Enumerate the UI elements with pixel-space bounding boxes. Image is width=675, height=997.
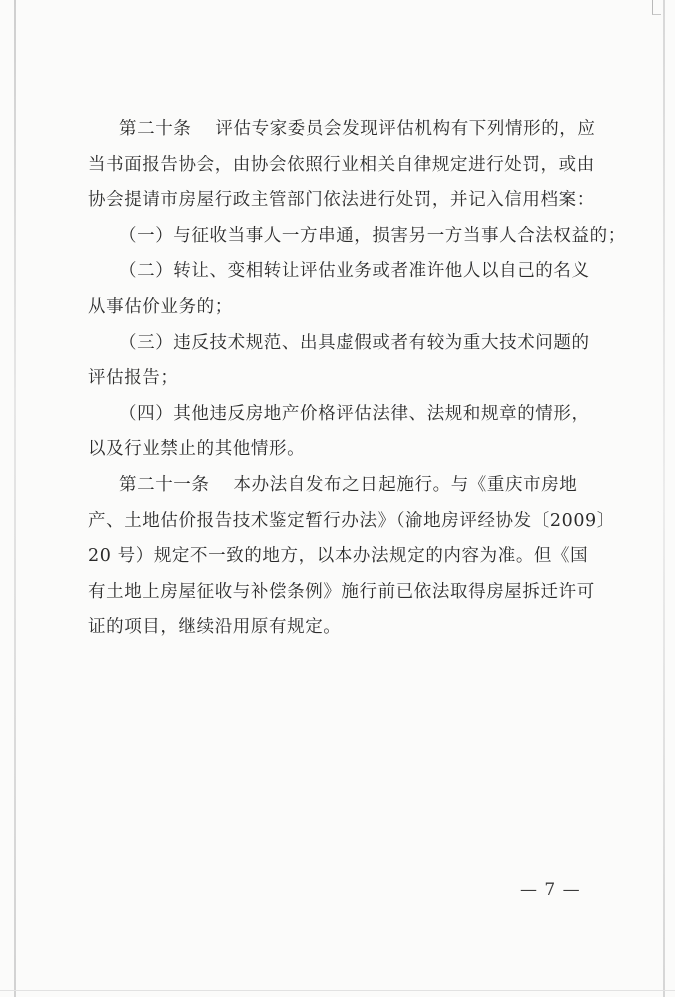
article-21-text-5: 证的项目，继续沿用原有规定。 [88,617,342,638]
article-20-item-3-line-2: 评估报告； [88,368,179,389]
article-20-text-1: 评估专家委员会发现评估机构有下列情形的，应 [215,119,596,139]
article-21-text-3: 20 号）规定不一致的地方，以本办法规定的内容为准。但《国 [88,546,589,567]
article-21-first-line [88,468,588,504]
corner-mark [652,0,661,15]
article-20-item-3-line-1: （三）违反技术规范、出具虚假或者有较为重大技术问题的 [119,332,590,353]
article-20-first-line [88,112,596,148]
scan-edge-bottom [0,990,675,991]
scan-edge-right [663,0,665,997]
scan-edge-left [14,0,16,997]
article-20-item-1: （一）与征收当事人一方串通，损害另一方当事人合法权益的； [119,225,626,246]
document-body [88,112,626,646]
article-21-heading: 第二十一条 [119,474,210,495]
article-21-text-4: 有土地上房屋征收与补偿条例》施行前已依法取得房屋拆迁许可 [88,581,595,602]
article-21-text-1: 本办法自发布之日起施行。与《重庆市房地 [233,474,578,495]
article-20-item-2-line-2: 从事估价业务的； [88,296,233,317]
article-20-text-2: 当书面报告协会，由协会依照行业相关自律规定进行处罚，或由 [88,154,595,175]
article-20-text-3: 协会提请市房屋行政主管部门依法进行处罚，并记入信用档案： [88,190,595,211]
article-20-heading: 第二十条 [119,119,192,139]
article-20-item-4-line-1: （四）其他违反房地产价格评估法律、法规和规章的情形， [119,403,590,424]
article-20-item-2-line-1: （二）转让、变相转让评估业务或者准许他人以自己的名义 [119,261,590,282]
article-21-text-2: 产、土地估价报告技术鉴定暂行办法》（渝地房评经协发〔2009〕 [88,510,615,531]
page-number: — 7 — [520,880,581,900]
article-20-item-4-line-2: 以及行业禁止的其他情形。 [88,439,306,460]
